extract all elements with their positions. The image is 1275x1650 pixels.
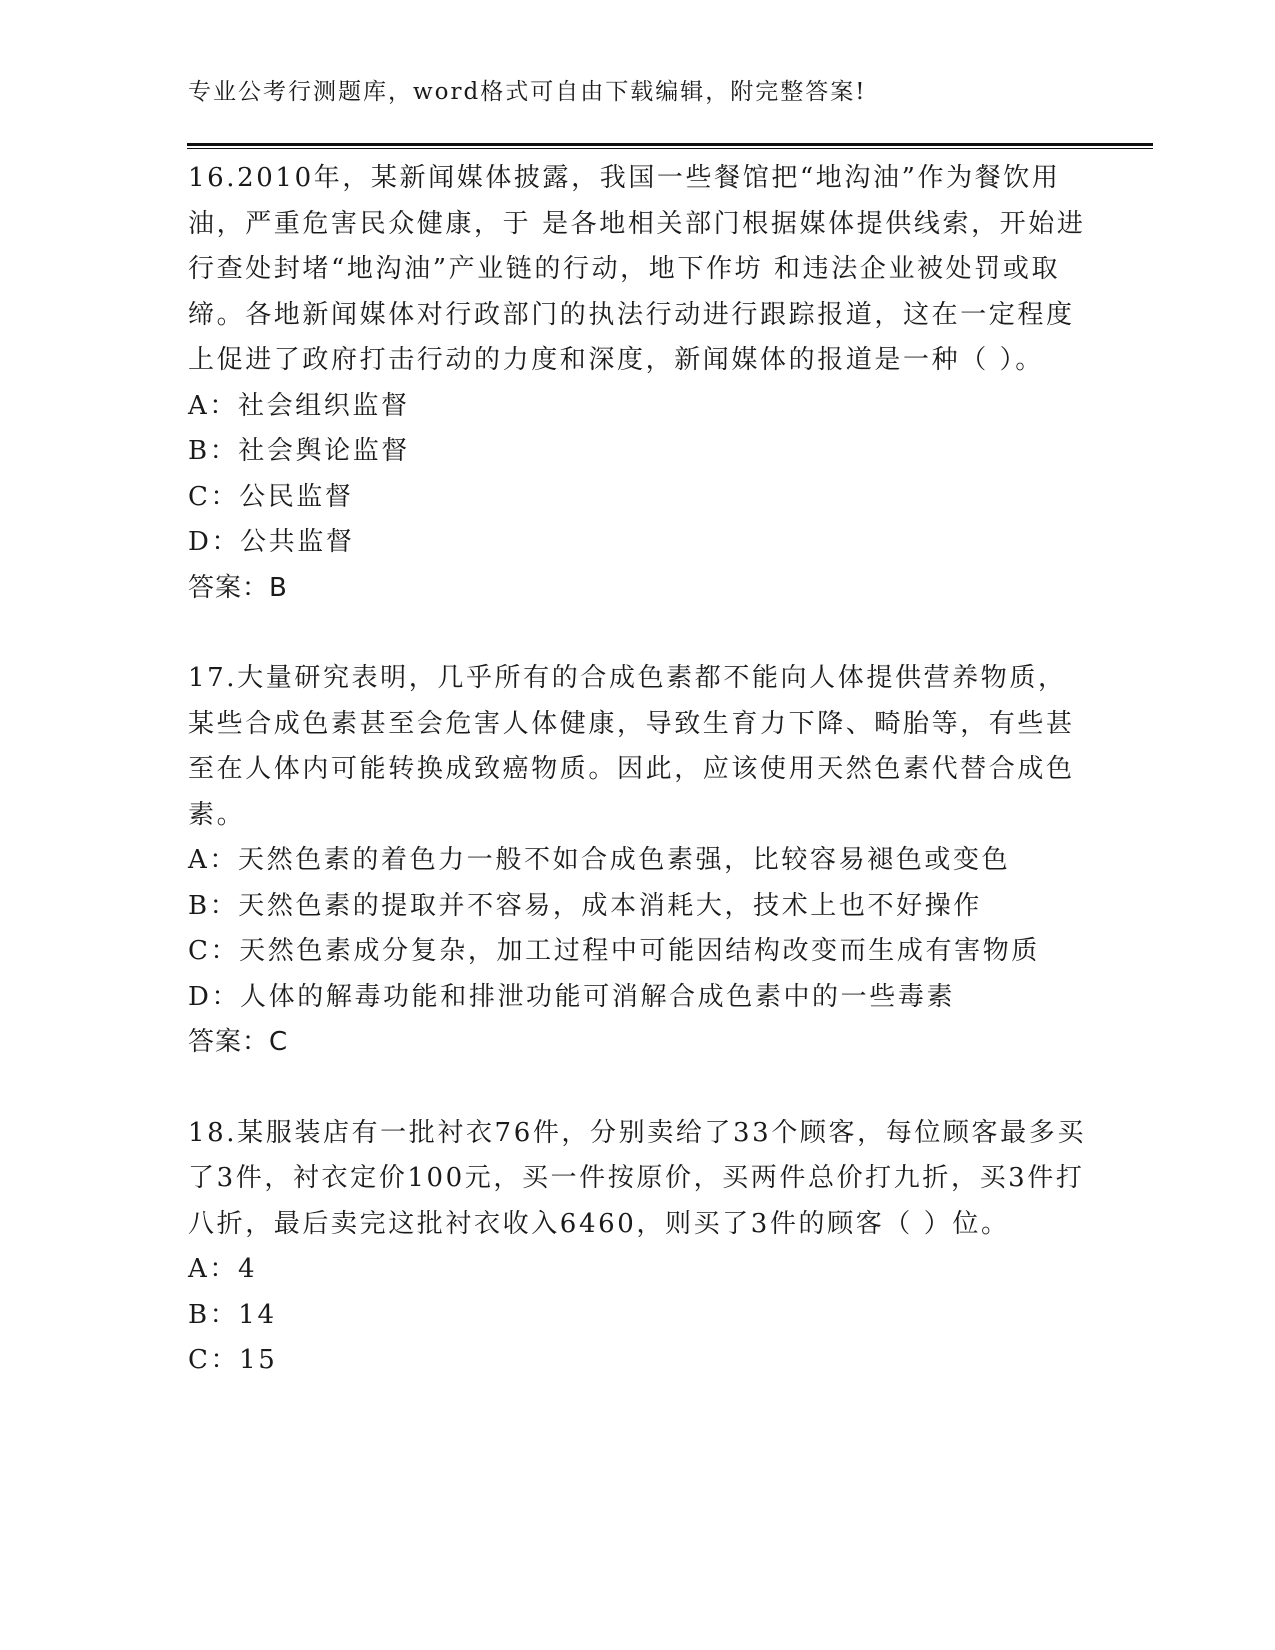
question-16 (188, 156, 1088, 611)
page-header: 专业公考行测题库，word格式可自由下载编辑，附完整答案! (188, 79, 867, 105)
question-stem: 17.大量研究表明，几乎所有的合成色素都不能向人体提供营养物质，某些合成色素甚至会危害人体健康，导致生育力下降、畸胎等，有些甚至在人体内可能转换成致癌物质。因此，应该使用天然色素代替合成色素。 (188, 663, 1075, 830)
question-stem: 16.2010年，某新闻媒体披露，我国一些餐馆把“地沟油”作为餐饮用油，严重危害民众健康，于 是各地相关部门根据媒体提供线索，开始进行查处封堵“地沟油”产业链的行动，地下作坊 和违法企业被处罚或取缔。各地新闻媒体对行政部门的执法行动进行跟踪报道，这在一定程度上促进了政府打击行动的力度和深度，新闻媒体的报道是一种（ ）。 (188, 163, 1086, 375)
answer-label: 答案：C (188, 1027, 289, 1057)
answer-label: 答案：B (188, 572, 288, 603)
option-c: C：天然色素成分复杂，加工过程中可能因结构改变而生成有害物质 (188, 936, 1040, 966)
option-b: B：天然色素的提取并不容易，成本消耗大，技术上也不好操作 (188, 890, 982, 921)
question-17 (188, 656, 1088, 1066)
option-b: B：14 (188, 1299, 277, 1330)
option-a: A：社会组织监督 (188, 390, 410, 421)
question-18 (188, 1111, 1088, 1384)
option-d: D：人体的解毒功能和排泄功能可消解合成色素中的一些毒素 (188, 981, 956, 1012)
question-stem: 18.某服装店有一批衬衣76件，分别卖给了33个顾客，每位顾客最多买了3件，衬衣定价100元，买一件按原价，买两件总价打九折，买3件打八折，最后卖完这批衬衣收入6460，则买了3件的顾客（ ）位。 (188, 1117, 1086, 1239)
option-c: C：15 (188, 1345, 278, 1375)
header-divider (187, 143, 1153, 149)
option-b: B：社会舆论监督 (188, 436, 410, 466)
option-d: D：公共监督 (188, 527, 355, 557)
question-list (188, 156, 1088, 1429)
option-a: A：4 (188, 1254, 258, 1284)
option-c: C：公民监督 (188, 481, 354, 512)
option-a: A：天然色素的着色力一般不如合成色素强，比较容易褪色或变色 (188, 845, 1011, 875)
